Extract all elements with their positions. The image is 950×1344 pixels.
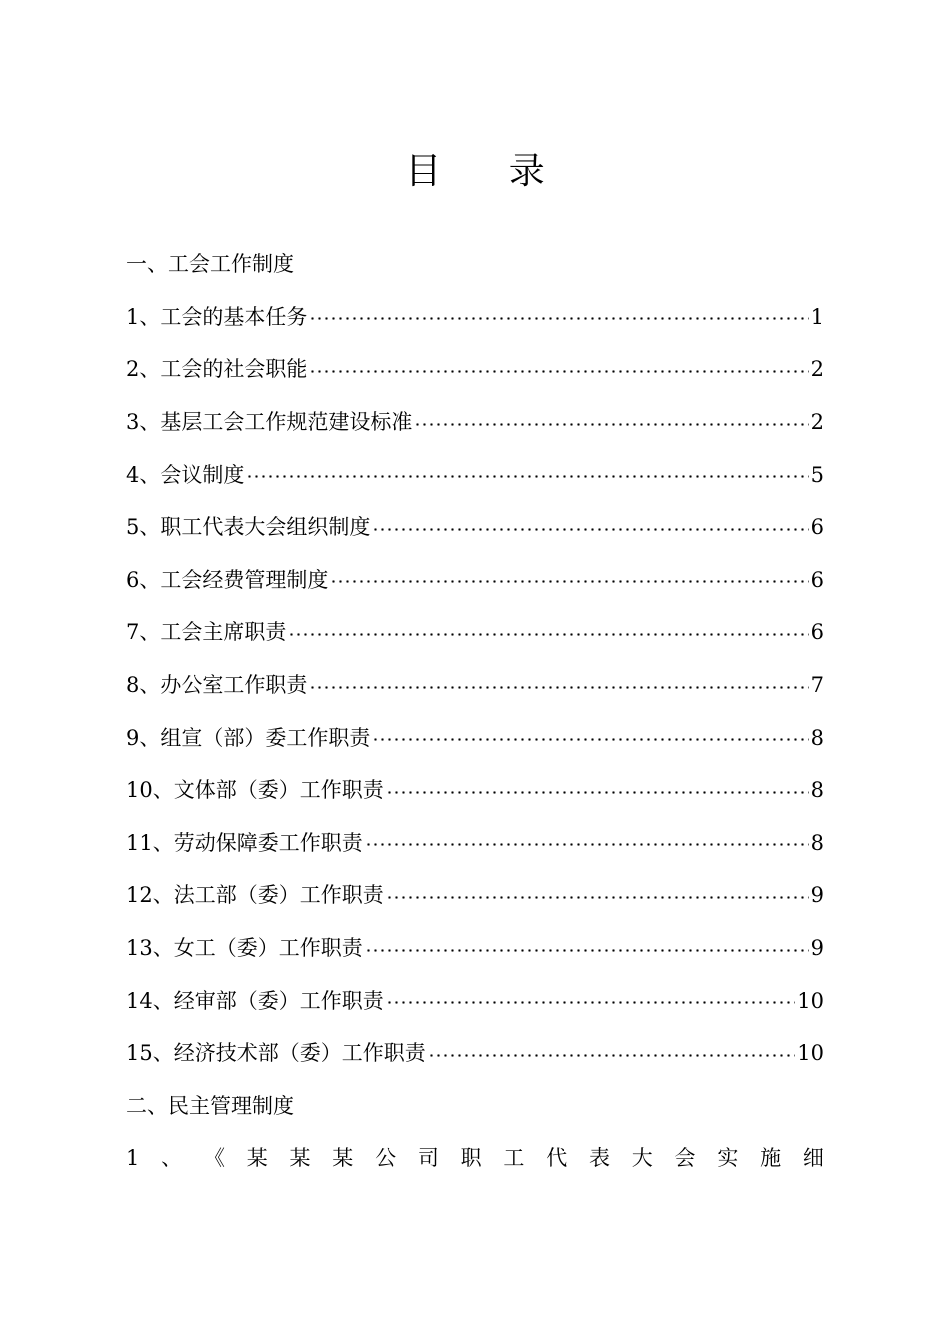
toc-entry-label: 14、经审部（委）工作职责 xyxy=(126,988,384,1013)
toc-dot-leader xyxy=(372,738,808,741)
toc-entry xyxy=(126,1027,824,1080)
page-title: 目 录 xyxy=(405,151,573,192)
toc-entry xyxy=(126,396,824,449)
toc-dot-leader xyxy=(365,949,809,952)
toc-entry-label: 6、工会经费管理制度 xyxy=(126,567,329,592)
toc-entry xyxy=(126,606,824,659)
toc-section-heading xyxy=(126,238,824,291)
toc-dot-leader xyxy=(365,843,809,846)
toc-dot-leader xyxy=(372,528,808,531)
toc-entry-label: 12、法工部（委）工作职责 xyxy=(126,883,384,908)
toc-entry-label: 8、办公室工作职责 xyxy=(126,673,308,698)
toc-entry-label: 5、职工代表大会组织制度 xyxy=(126,515,371,540)
toc-entry xyxy=(126,974,824,1027)
toc-page-number: 9 xyxy=(810,883,824,908)
toc-dot-leader xyxy=(246,475,808,478)
toc-page-number: 8 xyxy=(810,830,824,855)
toc-page-number: 9 xyxy=(810,936,824,961)
toc-page-number: 5 xyxy=(810,462,824,487)
toc-dot-leader xyxy=(386,1001,796,1004)
toc-page-number: 8 xyxy=(810,725,824,750)
toc-page-number: 1 xyxy=(810,304,824,329)
toc-dot-leader xyxy=(309,317,808,320)
toc-page-number: 2 xyxy=(810,357,824,382)
toc-dot-leader xyxy=(428,1054,796,1057)
toc-entry-label: 4、会议制度 xyxy=(126,462,245,487)
toc-entry xyxy=(126,711,824,764)
toc-dot-leader xyxy=(414,423,808,426)
toc-dot-leader xyxy=(330,580,808,583)
toc-entry xyxy=(126,501,824,554)
toc-entry-label: 1 、 《 某 某 某 公 司 职 工 代 表 大 会 实 施 细 xyxy=(126,1146,824,1171)
toc-page-number: 7 xyxy=(810,673,824,698)
toc-entry-label: 11、劳动保障委工作职责 xyxy=(126,830,363,855)
toc-entry-label: 1、工会的基本任务 xyxy=(126,304,308,329)
toc-entry xyxy=(126,448,824,501)
toc-entry-label: 3、基层工会工作规范建设标准 xyxy=(126,410,413,435)
toc-dot-leader xyxy=(309,686,808,689)
toc-dot-leader xyxy=(288,633,808,636)
toc-entry-label: 7、工会主席职责 xyxy=(126,620,287,645)
toc-entry xyxy=(126,869,824,922)
toc-entry-label: 2、工会的社会职能 xyxy=(126,357,308,382)
toc-entry-label: 15、经济技术部（委）工作职责 xyxy=(126,1041,426,1066)
toc-entry xyxy=(126,922,824,975)
toc-entry xyxy=(126,343,824,396)
toc-entry xyxy=(126,659,824,712)
toc-page-number: 8 xyxy=(810,778,824,803)
toc-entry-label: 9、组宣（部）委工作职责 xyxy=(126,725,371,750)
toc-heading-label: 二、民主管理制度 xyxy=(126,1093,294,1118)
toc-entry-label: 13、女工（委）工作职责 xyxy=(126,936,363,961)
toc-section-heading xyxy=(126,1080,824,1133)
toc-page-number: 10 xyxy=(797,1041,824,1066)
toc-entry-label: 10、文体部（委）工作职责 xyxy=(126,778,384,803)
toc-entry-partial xyxy=(126,1132,824,1185)
toc-page-number: 2 xyxy=(810,410,824,435)
toc-entry xyxy=(126,291,824,344)
toc-entry xyxy=(126,764,824,817)
toc-dot-leader xyxy=(386,791,809,794)
toc-page-number: 6 xyxy=(810,515,824,540)
toc-entry xyxy=(126,554,824,607)
toc-dot-leader xyxy=(309,370,808,373)
toc-entry xyxy=(126,817,824,870)
toc-heading-label: 一、工会工作制度 xyxy=(126,252,294,277)
toc-page-number: 6 xyxy=(810,620,824,645)
toc-page-number: 10 xyxy=(797,988,824,1013)
toc-dot-leader xyxy=(386,896,809,899)
toc-page-number: 6 xyxy=(810,567,824,592)
table-of-contents xyxy=(126,238,824,1185)
